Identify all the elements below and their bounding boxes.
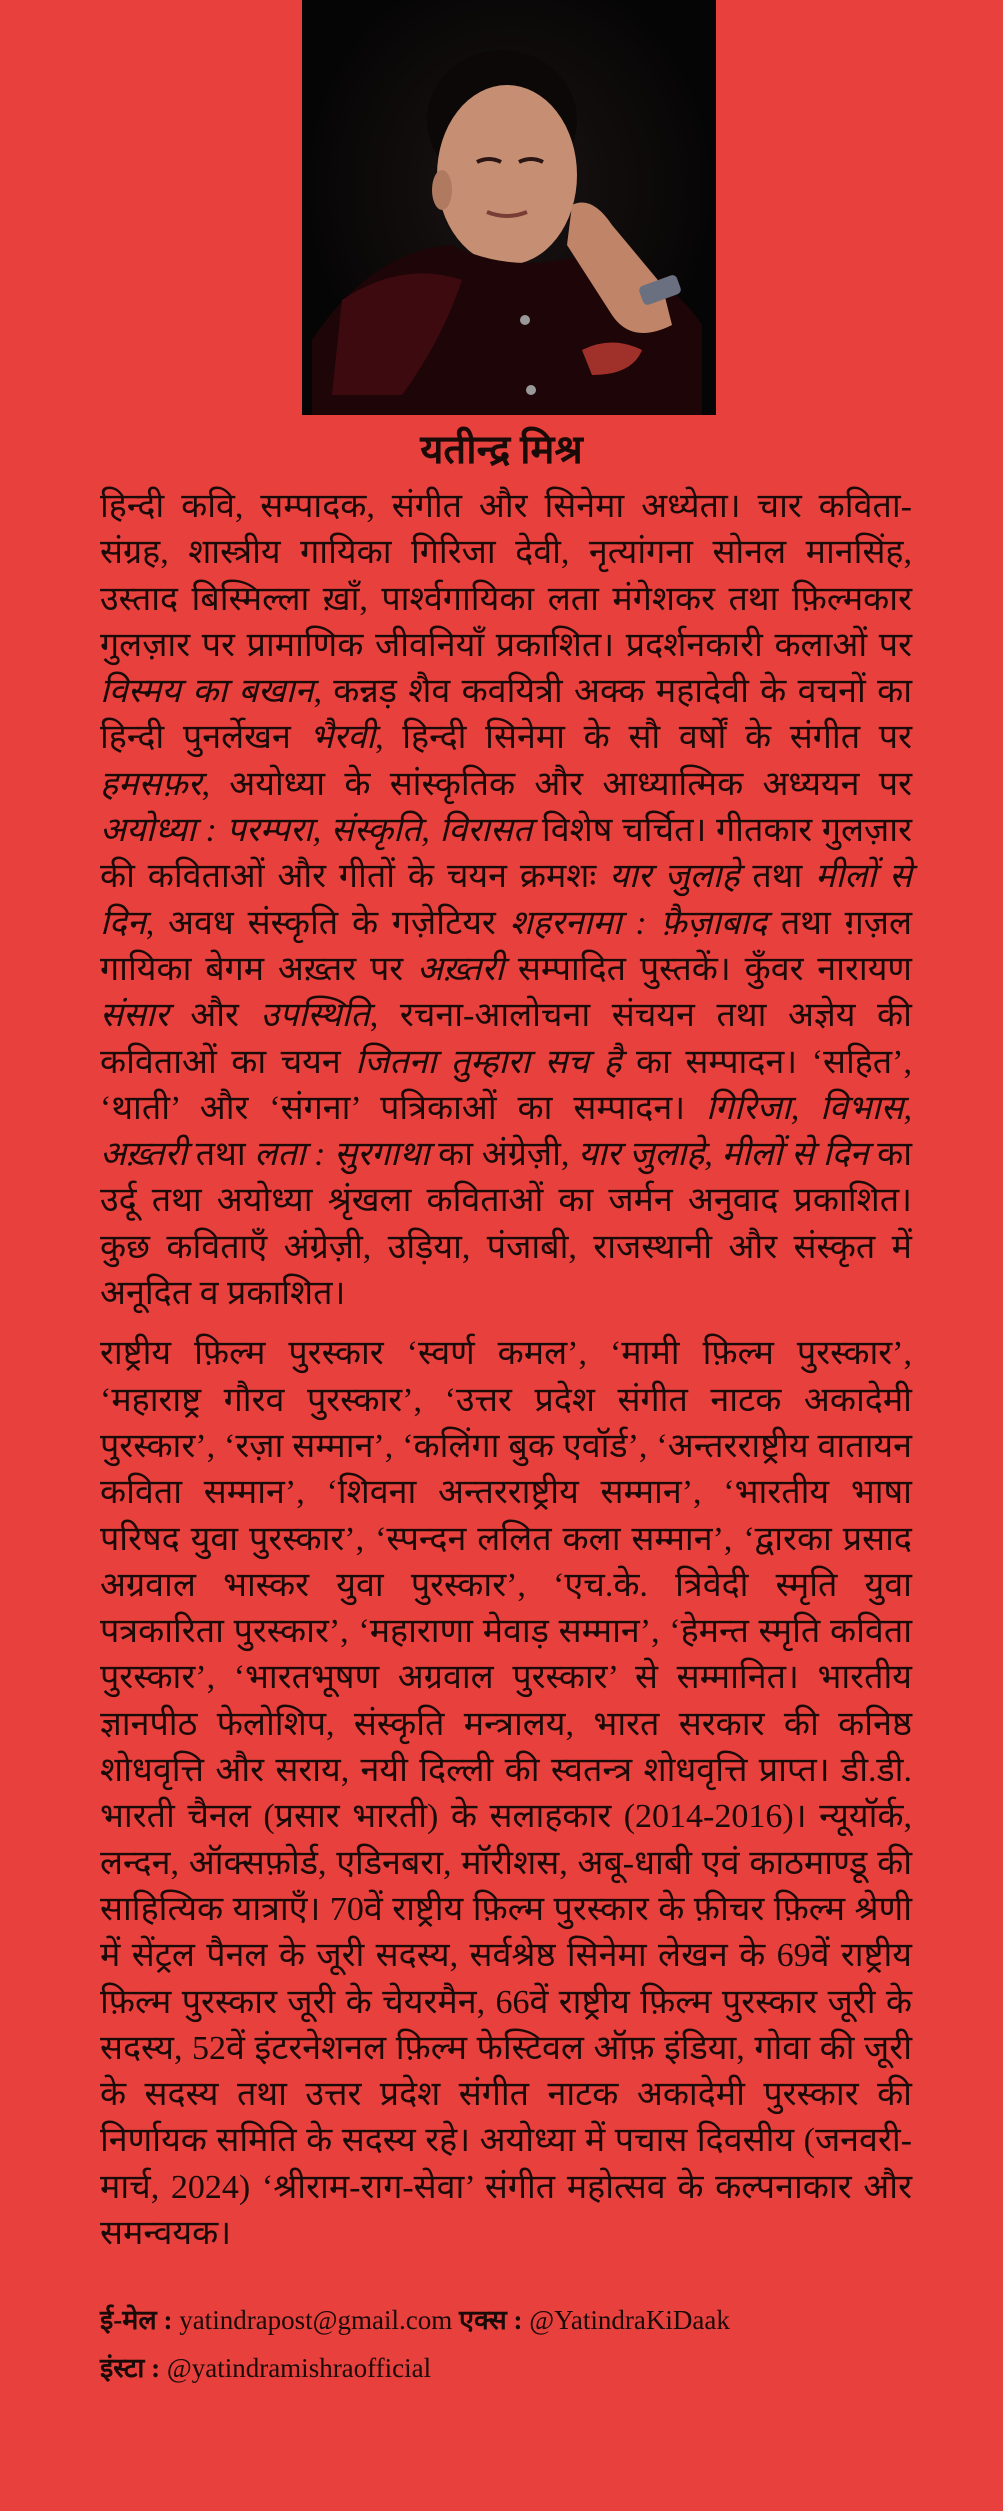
bio-text: का अंग्रेज़ी, xyxy=(429,1136,579,1174)
book-title: लता : सुरगाथा xyxy=(254,1136,430,1174)
insta-handle-link[interactable]: @yatindramishraofficial xyxy=(166,2353,432,2383)
email-link[interactable]: yatindrapost@gmail.com xyxy=(179,2305,453,2335)
author-name: यतीन्द्र मिश्र xyxy=(420,427,583,472)
bio-text: , रचना-आलोचना संचयन तथा अज्ञेय की कविताओं का चयन xyxy=(100,997,912,1081)
bio-text: राष्ट्रीय फ़िल्म पुरस्कार ‘स्वर्ण कमल’, ‘मामी फ़िल्म पुरस्कार’, ‘महाराष्ट्र गौरव पुरस्कार’, ‘उत्तर प्रदेश संगीत नाटक अकादेमी पुरस्कार’, ‘रज़ा सम्मान’, ‘कलिंगा बुक एवॉर्ड’, ‘अन्तरराष्ट्रीय वातायन कविता सम्मान’, ‘शिवना अन्तरराष्ट्रीय सम्मान’, ‘भारतीय भाषा परिषद युवा पुरस्कार’, ‘स्पन्दन ललित कला सम्मान’, ‘द्वारका प्रसाद अग्रवाल भास्कर युवा पुरस्कार’, ‘एच.के. त्रिवेदी स्मृति युवा पत्रकारिता पुरस्कार’, ‘महाराणा मेवाड़ सम्मान’, ‘हेमन्त स्मृति कविता पुरस्कार’, ‘भारतभूषण अग्रवाल पुरस्कार’ से सम्मानित। भारतीय ज्ञानपीठ फेलोशिप, संस्कृति मन्त्रालय, भारत सरकार की कनिष्ठ शोधवृत्ति और सराय, नयी दिल्ली की स्वतन्त्र शोधवृत्ति प्राप्त। डी.डी. भारती चैनल (प्रसार भारती) के सलाहकार (2014-2016)। न्यूयॉर्क, लन्दन, ऑक्सफ़ोर्ड, एडिनबरा, मॉरीशस, अबू-धाबी एवं काठमाण्डू की साहित्यिक यात्राएँ। 70वें राष्ट्रीय फ़िल्म पुरस्कार के फ़ीचर फ़िल्म श्रेणी में सेंट्रल पैनल के जूरी सदस्य, सर्वश्रेष्ठ सिनेमा लेखन के 69वें राष्ट्रीय फ़िल्म पुरस्कार जूरी के चेयरमैन, 66वें राष्ट्रीय फ़िल्म पुरस्कार जूरी के सदस्य, 52वें इंटरनेशनल फ़िल्म फेस्टिवल ऑफ़ इंडिया, गोवा की जूरी के सदस्य तथा उत्तर प्रदेश संगीत नाटक अकादेमी पुरस्कार की निर्णायक समिति के सदस्य रहे। अयोध्या में पचास दिवसीय (जनवरी-मार्च, 2024) ‘श्रीराम-राग-सेवा’ संगीत महोत्सव के कल्पनाकार और समन्वयक। xyxy=(100,1335,912,2252)
book-title: अख़्तरी xyxy=(416,950,505,988)
book-title: भैरवी xyxy=(309,719,376,757)
book-title: गिरिजा, विभास, अख़्तरी xyxy=(100,1089,912,1174)
bio-paragraph xyxy=(100,1331,912,2257)
bio-text: और xyxy=(168,997,261,1035)
author-bio xyxy=(100,484,912,2271)
bio-text: सम्पादित पुस्तकें। कुँवर नारायण xyxy=(504,950,912,988)
bio-text: तथा xyxy=(187,1136,255,1174)
bio-text: , हिन्दी सिनेमा के सौ वर्षों के संगीत पर xyxy=(375,719,912,757)
book-title: शहरनामा : फ़ैज़ाबाद xyxy=(509,904,768,942)
book-title: अयोध्या : परम्परा, संस्कृति, विरासत xyxy=(100,812,533,850)
book-title: मीलों से दिन xyxy=(100,858,912,942)
bio-text: , अवध संस्कृति के गज़ेटियर xyxy=(145,904,510,942)
book-title: यार जुलाहे xyxy=(609,858,740,896)
insta-label: इंस्टा : xyxy=(100,2353,161,2383)
book-title: संसार xyxy=(100,997,169,1035)
bio-text: हिन्दी कवि, सम्पादक, संगीत और सिनेमा अध्येता। चार कविता-संग्रह, शास्त्रीय गायिका गिरिजा देवी, नृत्यांगना सोनल मानसिंह, उस्ताद बिस्मिल्ला ख़ाँ, पार्श्वगायिका लता मंगेशकर तथा फ़िल्मकार गुलज़ार पर प्रामाणिक जीवनियाँ प्रकाशित। प्रदर्शनकारी कलाओं पर xyxy=(100,488,912,664)
bio-text: का उर्दू तथा अयोध्या श्रृंखला कविताओं का जर्मन अनुवाद प्रकाशित। कुछ कविताएँ अंग्रेज़ी, उड़िया, पंजाबी, राजस्थानी और संस्कृत में अनूदित व प्रकाशित। xyxy=(100,1136,912,1313)
book-title: यार जुलाहे, मीलों से दिन xyxy=(578,1136,869,1174)
author-photo xyxy=(302,0,716,415)
contact-line-1 xyxy=(100,2296,730,2344)
bio-text: विशेष चर्चित। गीतकार गुलज़ार की कविताओं और गीतों के चयन क्रमशः xyxy=(100,812,912,896)
x-label: एक्स : xyxy=(459,2305,523,2335)
book-title: जितना तुम्हारा सच है xyxy=(355,1043,622,1081)
bio-text: , अयोध्या के सांस्कृतिक और आध्यात्मिक अध्ययन पर xyxy=(201,765,912,803)
x-handle-link[interactable]: @YatindraKiDaak xyxy=(529,2305,730,2335)
email-label: ई-मेल : xyxy=(100,2305,173,2335)
portrait-illustration xyxy=(302,0,716,415)
bio-text: का सम्पादन। ‘सहित’, ‘थाती’ और ‘संगना’ पत्रिकाओं का सम्पादन। xyxy=(100,1043,913,1127)
contact-line-2 xyxy=(100,2344,730,2392)
book-title: विस्मय का बखान xyxy=(100,673,314,711)
bio-text: , कन्नड़ शैव कवयित्री अक्क महादेवी के वचनों का हिन्दी पुनर्लेखन xyxy=(100,673,912,757)
book-title: हमसफ़र xyxy=(100,765,202,803)
bio-text: तथा ग़ज़ल गायिका बेगम अख़्तर पर xyxy=(100,904,912,988)
bio-paragraph xyxy=(100,484,912,1317)
contact-info xyxy=(100,2296,730,2392)
book-title: उपस्थिति xyxy=(260,997,370,1035)
bio-text: तथा xyxy=(739,858,816,896)
